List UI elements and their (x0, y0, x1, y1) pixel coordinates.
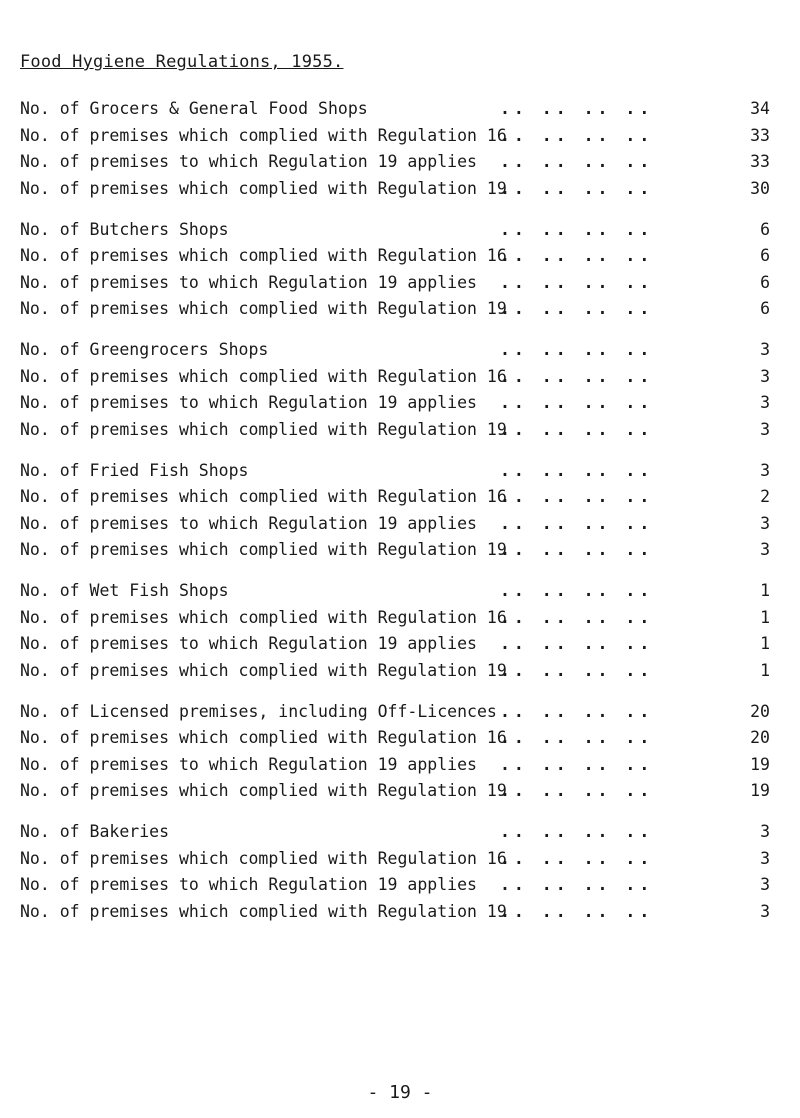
row-value: 20 (750, 701, 770, 721)
dot-leader: .. .. .. .. (500, 419, 654, 439)
row-label: No. of premises which complied with Regulation 16 (20, 848, 507, 868)
row-value: 1 (760, 660, 770, 680)
dot-leader: .. .. .. .. (500, 728, 654, 747)
list-item (20, 390, 780, 417)
list-item (20, 846, 780, 873)
dot-leader: .. .. .. .. (500, 340, 654, 359)
list-item (20, 511, 780, 538)
dot-leader: .. .. .. .. (500, 152, 654, 171)
row-label: No. of premises which complied with Regulation 19 (20, 540, 507, 559)
row-label: No. of premises which complied with Regulation 16 (20, 246, 507, 265)
row-value: 3 (760, 340, 770, 359)
dot-leader: .. .. .. .. (500, 607, 654, 627)
dot-leader: .. .. .. .. (500, 513, 654, 533)
row-value: 33 (750, 125, 770, 145)
row-label: No. of premises which complied with Regulation 19 (20, 660, 507, 680)
list-item (20, 176, 780, 203)
list-item (20, 123, 780, 150)
row-value: 6 (760, 219, 770, 239)
row-value: 1 (760, 581, 770, 600)
dot-leader: .. .. .. .. (500, 848, 654, 868)
list-item (20, 725, 780, 752)
page-title: Food Hygiene Regulations, 1955. (20, 52, 344, 72)
list-item (20, 605, 780, 632)
row-value: 19 (750, 754, 770, 774)
row-value: 30 (750, 178, 770, 198)
dot-leader: .. .. .. .. (500, 99, 654, 118)
row-label: No. of premises to which Regulation 19 applies (20, 634, 477, 653)
row-label: No. of Wet Fish Shops (20, 581, 229, 600)
page-number: - 19 - (367, 1082, 433, 1103)
list-item (20, 631, 780, 658)
statistics-list (20, 96, 780, 940)
list-item (20, 778, 780, 805)
list-item (20, 699, 780, 726)
dot-leader: .. .. .. .. (500, 781, 654, 800)
dot-leader: .. .. .. .. (500, 540, 654, 559)
row-label: No. of premises to which Regulation 19 applies (20, 272, 477, 292)
row-label: No. of premises which complied with Regulation 16 (20, 366, 507, 386)
dot-leader: .. .. .. .. (500, 634, 654, 653)
dot-leader: .. .. .. .. (500, 487, 654, 506)
dot-leader: .. .. .. .. (500, 581, 654, 600)
list-item (20, 484, 780, 511)
row-label: No. of premises which complied with Regulation 19 (20, 299, 507, 318)
dot-leader: .. .. .. .. (500, 393, 654, 412)
dot-leader: .. .. .. .. (500, 460, 654, 480)
list-item (20, 296, 780, 323)
row-value: 19 (750, 781, 770, 800)
list-item (20, 578, 780, 605)
list-item (20, 658, 780, 685)
row-value: 1 (760, 634, 770, 653)
row-value: 34 (750, 99, 770, 118)
shop-group-butchers (20, 217, 780, 323)
row-value: 3 (760, 419, 770, 439)
row-value: 3 (760, 460, 770, 480)
row-label: No. of premises which complied with Regulation 16 (20, 125, 507, 145)
row-value: 33 (750, 152, 770, 171)
dot-leader: .. .. .. .. (500, 701, 654, 721)
dot-leader: .. .. .. .. (500, 272, 654, 292)
shop-group-wet-fish (20, 578, 780, 684)
row-label: No. of premises which complied with Regulation 16 (20, 728, 507, 747)
list-item (20, 417, 780, 444)
row-label: No. of premises to which Regulation 19 applies (20, 393, 477, 412)
dot-leader: .. .. .. .. (500, 366, 654, 386)
row-label: No. of Greengrocers Shops (20, 340, 269, 359)
list-item (20, 458, 780, 485)
row-value: 6 (760, 299, 770, 318)
list-item (20, 243, 780, 270)
row-value: 3 (760, 875, 770, 894)
dot-leader: .. .. .. .. (500, 822, 654, 841)
dot-leader: .. .. .. .. (500, 875, 654, 894)
list-item (20, 270, 780, 297)
list-item (20, 217, 780, 244)
dot-leader: .. .. .. .. (500, 219, 654, 239)
row-label: No. of Licensed premises, including Off-Licences (20, 701, 497, 721)
row-value: 6 (760, 246, 770, 265)
row-label: No. of premises which complied with Regulation 19 (20, 781, 507, 800)
row-value: 3 (760, 393, 770, 412)
list-item (20, 752, 780, 779)
dot-leader: .. .. .. .. (500, 246, 654, 265)
shop-group-greengrocers (20, 337, 780, 443)
list-item (20, 337, 780, 364)
shop-group-grocers (20, 96, 780, 202)
dot-leader: .. .. .. .. (500, 660, 654, 680)
row-value: 3 (760, 540, 770, 559)
row-label: No. of Fried Fish Shops (20, 460, 249, 480)
list-item (20, 872, 780, 899)
shop-group-licensed (20, 699, 780, 805)
row-label: No. of premises to which Regulation 19 applies (20, 875, 477, 894)
row-value: 1 (760, 607, 770, 627)
row-label: No. of premises which complied with Regulation 16 (20, 607, 507, 627)
row-label: No. of premises which complied with Regulation 19 (20, 419, 507, 439)
row-label: No. of premises which complied with Regulation 16 (20, 487, 507, 506)
row-value: 3 (760, 513, 770, 533)
list-item (20, 899, 780, 926)
dot-leader: .. .. .. .. (500, 299, 654, 318)
row-value: 3 (760, 366, 770, 386)
row-label: No. of premises which complied with Regulation 19 (20, 901, 507, 921)
dot-leader: .. .. .. .. (500, 125, 654, 145)
list-item (20, 537, 780, 564)
row-label: No. of premises to which Regulation 19 applies (20, 513, 477, 533)
row-value: 3 (760, 848, 770, 868)
row-label: No. of Grocers & General Food Shops (20, 99, 368, 118)
row-label: No. of Bakeries (20, 822, 170, 841)
shop-group-fried-fish (20, 458, 780, 564)
list-item (20, 819, 780, 846)
row-value: 2 (760, 487, 770, 506)
row-value: 3 (760, 822, 770, 841)
row-label: No. of premises to which Regulation 19 applies (20, 152, 477, 171)
row-value: 6 (760, 272, 770, 292)
dot-leader: .. .. .. .. (500, 178, 654, 198)
list-item (20, 364, 780, 391)
row-label: No. of premises which complied with Regulation 19 (20, 178, 507, 198)
list-item (20, 149, 780, 176)
row-label: No. of Butchers Shops (20, 219, 229, 239)
dot-leader: .. .. .. .. (500, 901, 654, 921)
list-item (20, 96, 780, 123)
row-value: 20 (750, 728, 770, 747)
row-label: No. of premises to which Regulation 19 applies (20, 754, 477, 774)
row-value: 3 (760, 901, 770, 921)
dot-leader: .. .. .. .. (500, 754, 654, 774)
shop-group-bakeries (20, 819, 780, 925)
